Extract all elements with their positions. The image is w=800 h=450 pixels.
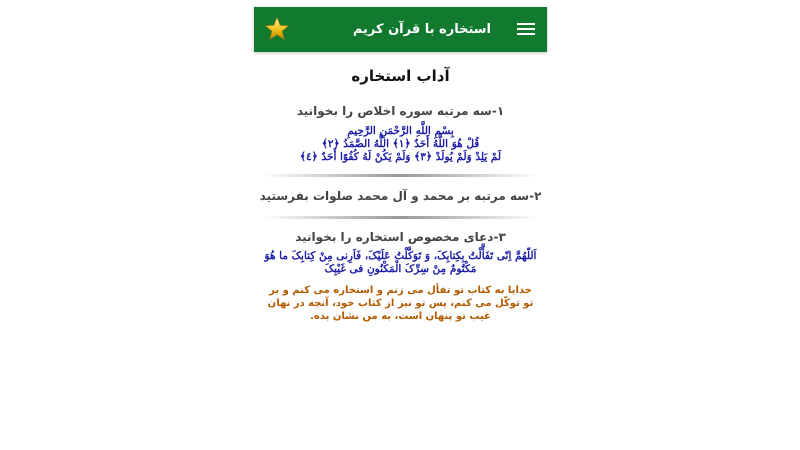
verse-line-1: قُلْ هُوَ اللَّهُ أَحَدٌ ﴿١﴾ اللَّهُ الصَّمَدُ ﴿٢﴾ <box>321 138 480 150</box>
prayer-translation: خدایا به کتاب تو تفأل می زنم و استخاره می کنم و بر تو توکّل می کنم، پس تو نیز از کتاب خود، آنچه در نهان غیب تو پنهان است، به من نشان بده. <box>267 285 534 322</box>
hamburger-menu-icon <box>517 23 535 35</box>
app-title: استخاره با قرآن کریم <box>352 22 491 37</box>
step-3-title: ۳-دعای مخصوص استخاره را بخوانید <box>295 230 506 244</box>
star-icon <box>264 16 290 42</box>
app-bar <box>254 7 547 52</box>
favorite-button[interactable] <box>264 16 290 42</box>
content-area <box>254 52 547 323</box>
step-3 <box>254 228 547 323</box>
istikhara-prayer: اَللّهُمَّ اِنّی تَفَأَّلْتُ بِکِتابِکَ، وَ تَوَکَّلْتُ عَلَیْکَ، فَاَرِنی مِنْ کِتابِکَ ما هُوَ مَکْتُومٌ مِنْ سِرِّکَ الْمَکْنُونِ فی غَیْبِکَ <box>264 250 537 275</box>
verse-line-2: لَمْ يَلِدْ وَلَمْ يُولَدْ ﴿٣﴾ وَلَمْ يَكُنْ لَهُ كُفُوًا أَحَدٌ ﴿٤﴾ <box>299 151 502 163</box>
menu-button[interactable] <box>517 20 535 38</box>
divider <box>262 174 539 177</box>
app-screen <box>254 7 547 450</box>
step-1-title: ۱-سه مرتبه سوره اخلاص را بخوانید <box>296 104 505 118</box>
page-title: آداب استخاره <box>351 67 450 85</box>
step-1 <box>254 102 547 164</box>
step-2 <box>254 187 547 205</box>
divider <box>262 216 539 219</box>
step-2-title: ۲-سه مرتبه بر محمد و آل محمد صلوات بفرستید <box>259 189 542 203</box>
verse-basmala: بِسْمِ اللَّهِ الرَّحْمَنِ الرَّحِيمِ <box>347 125 454 137</box>
